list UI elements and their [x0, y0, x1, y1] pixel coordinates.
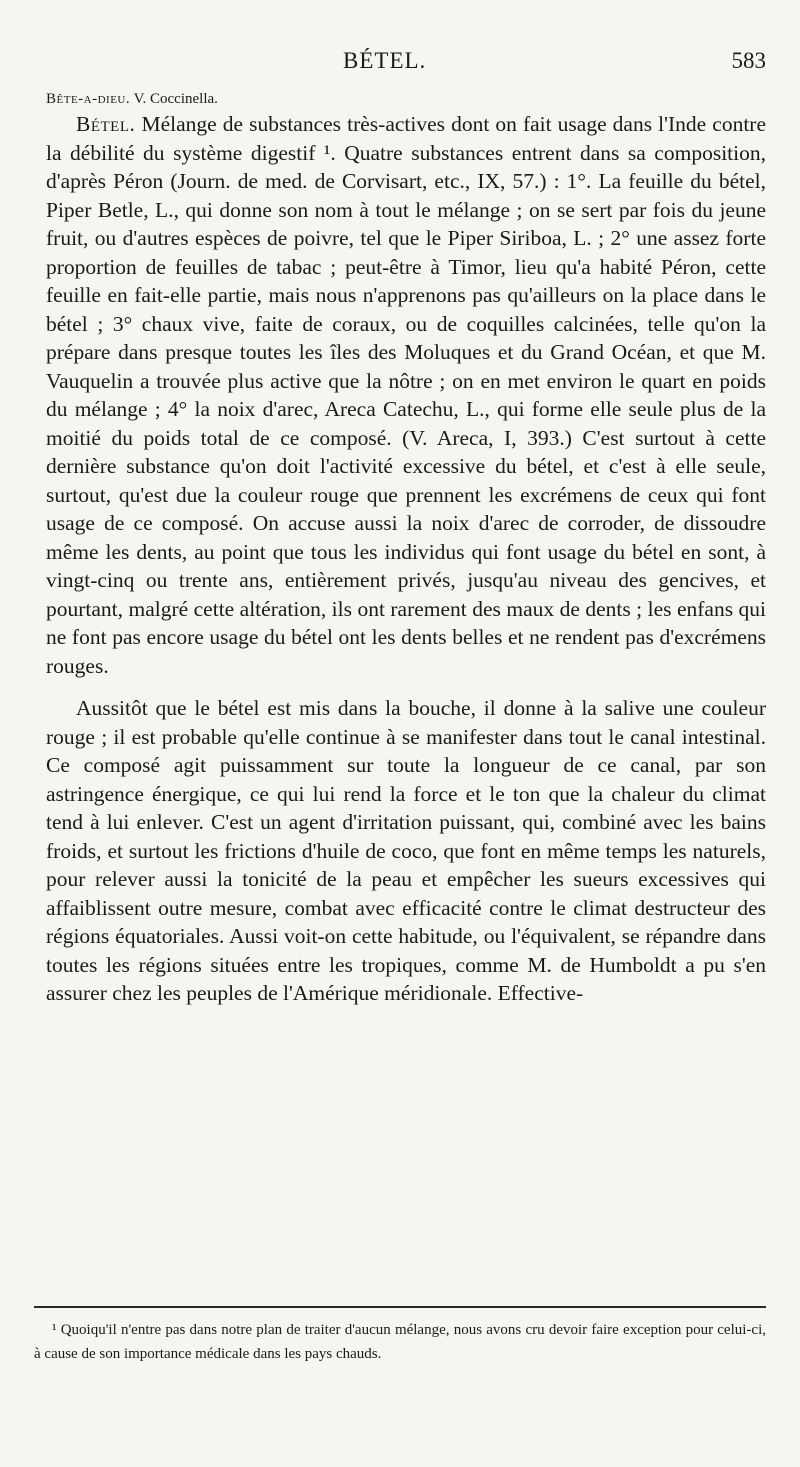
- page-number: 583: [731, 48, 766, 73]
- paragraph-text: Mélange de substances très-actives dont on fait usage dans l'Inde contre la débilité du système digestif ¹. Quatre substances entrent dans sa composition, d'après Péron (Journ. de med. de Corvisart, etc., IX, 57.) : 1°. La feuille du bétel, Piper Betle, L., qui donne son nom à tout le mélange ; on se sert par fois du jeune fruit, ou d'autres espèces de poivre, tel que le Piper Siriboa, L. ; 2° une assez forte proportion de feuilles de tabac ; peut-être à Timor, lieu qu'a habité Péron, cette feuille en fait-elle partie, mais nous n'apprenons pas qu'ailleurs on la place dans le bétel ; 3° chaux vive, faite de coraux, ou de coquilles calcinées, telle qu'on la prépare dans presque toutes les îles des Moluques et du Grand Océan, et que M. Vauquelin a trouvée plus active que la nôtre ; on en met environ le quart en poids du mélange ; 4° la noix d'arec, Areca Catechu, L., qui forme elle seule plus de la moitié du poids total de ce composé. (V. Areca, I, 393.) C'est surtout à cette dernière substance qu'on doit l'activité excessive du bétel, et c'est à elle seule, surtout, qu'est due la couleur rouge que prennent les excrémens de ceux qui font usage de ce composé. On accuse aussi la noix d'arec de corroder, de dissoudre même les dents, au point que tous les individus qui font usage du bétel en sont, à vingt-cinq ou trente ans, entièrement privés, jusqu'au niveau des gencives, et pourtant, malgré cette altération, ils ont rarement des maux de dents ; les enfans qui ne font pas encore usage du bétel ont les dents belles et ne rendent pas d'excrémens rouges.: [46, 112, 766, 678]
- footnote: [34, 1318, 766, 1366]
- entry-bete-a-dieu: [46, 88, 766, 110]
- cross-reference: V. Coccinella.: [133, 91, 218, 107]
- running-head: BÉTEL.: [343, 48, 427, 73]
- footnote-rule: [34, 1306, 766, 1308]
- entry-headword: Bétel.: [76, 112, 136, 136]
- footnote-text: ¹ Quoiqu'il n'entre pas dans notre plan de traiter d'aucun mélange, nous avons cru devoir faire exception pour celui-ci, à cause de son importance médicale dans les pays chauds.: [34, 1322, 766, 1362]
- entry-betel-paragraph-2: Aussitôt que le bétel est mis dans la bouche, il donne à la salive une couleur rouge ; il est probable qu'elle continue à se manifester dans tout le canal intestinal. Ce composé agit puissamment sur toute la longueur de ce canal, par son astringence énergique, ce qui lui rend la force et le ton que la chaleur du climat tend à lui enlever. C'est un agent d'irritation puissant, qui, combiné avec les bains froids, et surtout les frictions d'huile de coco, que font en même temps les naturels, pour relever aussi la tonicité de la peau et empêcher les sueurs excessives qui affaiblissent outre mesure, combat avec efficacité contre le climat destructeur des régions équatoriales. Aussi voit-on cette habitude, ou l'équivalent, se répandre dans toutes les régions situées entre les tropiques, comme M. de Humboldt a pu s'en assurer chez les peuples de l'Amérique méridionale. Effective-: [46, 696, 766, 1005]
- main-text: [46, 88, 766, 1008]
- entry-headword: Bête-a-dieu.: [46, 91, 131, 107]
- entry-betel-paragraph-1: [46, 110, 766, 680]
- page-header: [0, 48, 800, 78]
